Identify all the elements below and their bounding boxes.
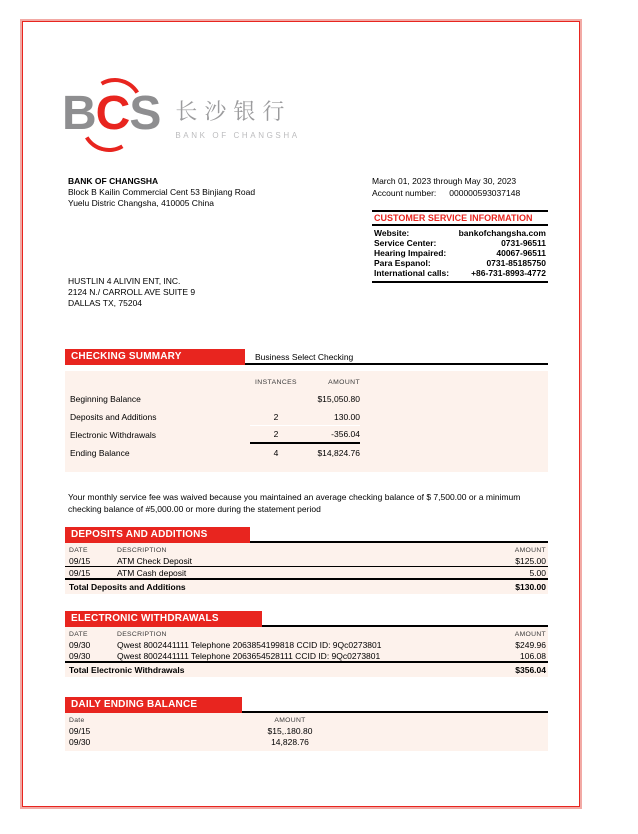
customer-address-line3: DALLAS TX, 75204 (68, 298, 143, 308)
fee-notice-line1: Your monthly service fee was waived because you maintained an average checking balance of $ 7,500.00 or a minimum (68, 492, 521, 502)
customer-service-row (372, 228, 548, 238)
csi-value: +86-731-8993-4772 (471, 268, 546, 278)
customer-service-box (372, 210, 548, 283)
summary-row-label: Electronic Withdrawals (70, 430, 156, 440)
amount-column-header: AMOUNT (514, 547, 546, 554)
csi-label: Service Center: (374, 238, 437, 248)
account-number-value: 000000593037148 (449, 187, 521, 198)
deposit-amount: 5.00 (529, 567, 546, 578)
summary-row-label: Deposits and Additions (70, 412, 157, 422)
header-rule (242, 697, 548, 713)
withdrawal-row (65, 650, 548, 661)
daily-balance-date: 09/15 (69, 725, 91, 736)
checking-summary-title: CHECKING SUMMARY (65, 349, 245, 365)
date-column-header: DATE (69, 631, 88, 638)
csi-label: Hearing Impaired: (374, 248, 447, 258)
daily-balance-amount: 14,828.76 (271, 736, 309, 747)
daily-balance-row (65, 736, 548, 747)
statement-period: March 01, 2023 through May 30, 2023 (372, 176, 517, 186)
account-type-label: Business Select Checking (245, 349, 548, 365)
bank-address-line2: Yuelu Distric Changsha, 410005 China (68, 198, 215, 208)
customer-service-title: CUSTOMER SERVICE INFORMATION (372, 210, 548, 226)
summary-row-ending-balance (65, 444, 548, 462)
customer-service-row (372, 268, 548, 278)
withdrawal-row (65, 639, 548, 650)
deposit-description: ATM Cash deposit (117, 567, 187, 578)
summary-row-label: Beginning Balance (70, 394, 141, 404)
daily-balance-header (65, 697, 548, 713)
deposits-total-row (65, 580, 548, 594)
checking-summary-header (65, 349, 548, 365)
logo-chinese-name: 长沙银行 (175, 99, 292, 124)
csi-label: Website: (374, 228, 410, 238)
csi-value: 0731-96511 (501, 238, 546, 248)
customer-address-block (68, 276, 195, 309)
checking-summary-column-headers (65, 375, 548, 390)
withdrawals-total-amount: $356.04 (515, 665, 546, 675)
withdrawals-total-row (65, 663, 548, 677)
deposits-table (65, 543, 548, 594)
amount-column-header: AMOUNT (514, 631, 546, 638)
deposit-amount: $125.00 (515, 555, 546, 566)
instances-column-header: INSTANCES (255, 379, 297, 386)
withdrawals-section (65, 611, 548, 677)
deposits-title: DEPOSITS AND ADDITIONS (65, 527, 250, 543)
daily-balance-section (65, 697, 548, 751)
csi-value: 40067-96511 (496, 248, 546, 258)
date-column-header: DATE (69, 547, 88, 554)
daily-balance-date: 09/30 (69, 736, 91, 747)
summary-row-instances: 2 (273, 429, 279, 439)
deposits-section (65, 527, 548, 594)
deposits-column-headers (65, 543, 548, 555)
description-column-header: DESCRIPTION (117, 547, 167, 554)
daily-balance-row (65, 725, 548, 736)
bank-name: BANK OF CHANGSHA (68, 176, 159, 186)
daily-balance-title: DAILY ENDING BALANCE (65, 697, 242, 713)
amount-column-header: AMOUNT (328, 379, 360, 386)
bank-address-line1: Block B Kailin Commercial Cent 53 Binjiang Road (68, 187, 256, 197)
daily-balance-amount: $15,.180.80 (267, 725, 313, 736)
customer-address-line2: 2124 N./ CARROLL AVE SUITE 9 (68, 287, 196, 297)
csi-label: Para Espanol: (374, 258, 431, 268)
checking-summary-table (65, 371, 548, 472)
daily-balance-column-headers (65, 713, 548, 725)
daily-balance-table (65, 713, 548, 751)
summary-row-amount: -356.04 (331, 429, 360, 439)
customer-service-rows (372, 226, 548, 283)
customer-name: HUSTLIN 4 ALIVIN ENT, INC. (68, 276, 181, 286)
logo-letter-b: B (62, 87, 95, 140)
checking-summary-section (65, 349, 548, 472)
logo-letters (62, 86, 159, 142)
summary-row-withdrawals (65, 426, 548, 444)
csi-value: 0731-85185750 (486, 258, 546, 268)
amount-column-header: AMOUNT (274, 717, 306, 724)
description-column-header: DESCRIPTION (117, 631, 167, 638)
withdrawal-date: 09/30 (69, 639, 91, 650)
date-column-header: Date (69, 717, 85, 724)
withdrawal-amount: $249.96 (515, 639, 546, 650)
logo-letter-s: S (129, 87, 160, 140)
deposit-row (65, 555, 548, 566)
withdrawal-date: 09/30 (69, 650, 91, 661)
summary-row-amount: $14,824.76 (317, 448, 360, 458)
csi-label: International calls: (374, 268, 450, 278)
logo-english-name: BANK OF CHANGSHA (175, 131, 300, 140)
logo-wordmark (175, 86, 299, 140)
logo-letter-c: C (95, 87, 129, 140)
deposit-date: 09/15 (69, 567, 91, 578)
withdrawal-description: Qwest 8002441111 Telephone 2063654528111 CCID ID: 9Qc0273801 (117, 650, 381, 661)
withdrawal-amount: 106.08 (520, 650, 546, 661)
header-rule (262, 611, 548, 627)
bank-logo (62, 86, 300, 142)
customer-service-row (372, 238, 548, 248)
fee-waiver-notice (68, 492, 550, 515)
header-rule (250, 527, 548, 543)
withdrawal-description: Qwest 8002441111 Telephone 2063854199818 CCID ID: 9Qc0273801 (117, 639, 382, 650)
account-number-label: Account number: (372, 187, 437, 198)
deposit-date: 09/15 (69, 555, 91, 566)
summary-row-instances: 4 (273, 448, 279, 458)
summary-row-amount: $15,050.80 (317, 394, 360, 404)
withdrawals-table (65, 627, 548, 677)
customer-service-row (372, 258, 548, 268)
withdrawals-column-headers (65, 627, 548, 639)
statement-info (372, 176, 548, 199)
summary-row-beginning-balance (65, 390, 548, 408)
bank-address-block (68, 176, 255, 209)
withdrawals-title: ELECTRONIC WITHDRAWALS (65, 611, 262, 627)
fee-notice-line2: checking balance of #5,000.00 or more during the statement period (68, 503, 321, 514)
withdrawals-total-label: Total Electronic Withdrawals (69, 665, 185, 675)
summary-row-amount: 130.00 (334, 411, 360, 422)
summary-row-deposits (65, 408, 548, 426)
csi-value: bankofchangsha.com (458, 228, 546, 238)
summary-row-instances: 2 (273, 411, 279, 422)
deposit-description: ATM Check Deposit (117, 555, 192, 566)
account-number-row (372, 188, 548, 200)
summary-row-label: Ending Balance (70, 448, 130, 458)
deposits-total-label: Total Deposits and Additions (69, 582, 186, 592)
deposit-row (65, 567, 548, 578)
deposits-header (65, 527, 548, 543)
deposits-total-amount: $130.00 (515, 582, 546, 592)
withdrawals-header (65, 611, 548, 627)
customer-service-row (372, 248, 548, 258)
